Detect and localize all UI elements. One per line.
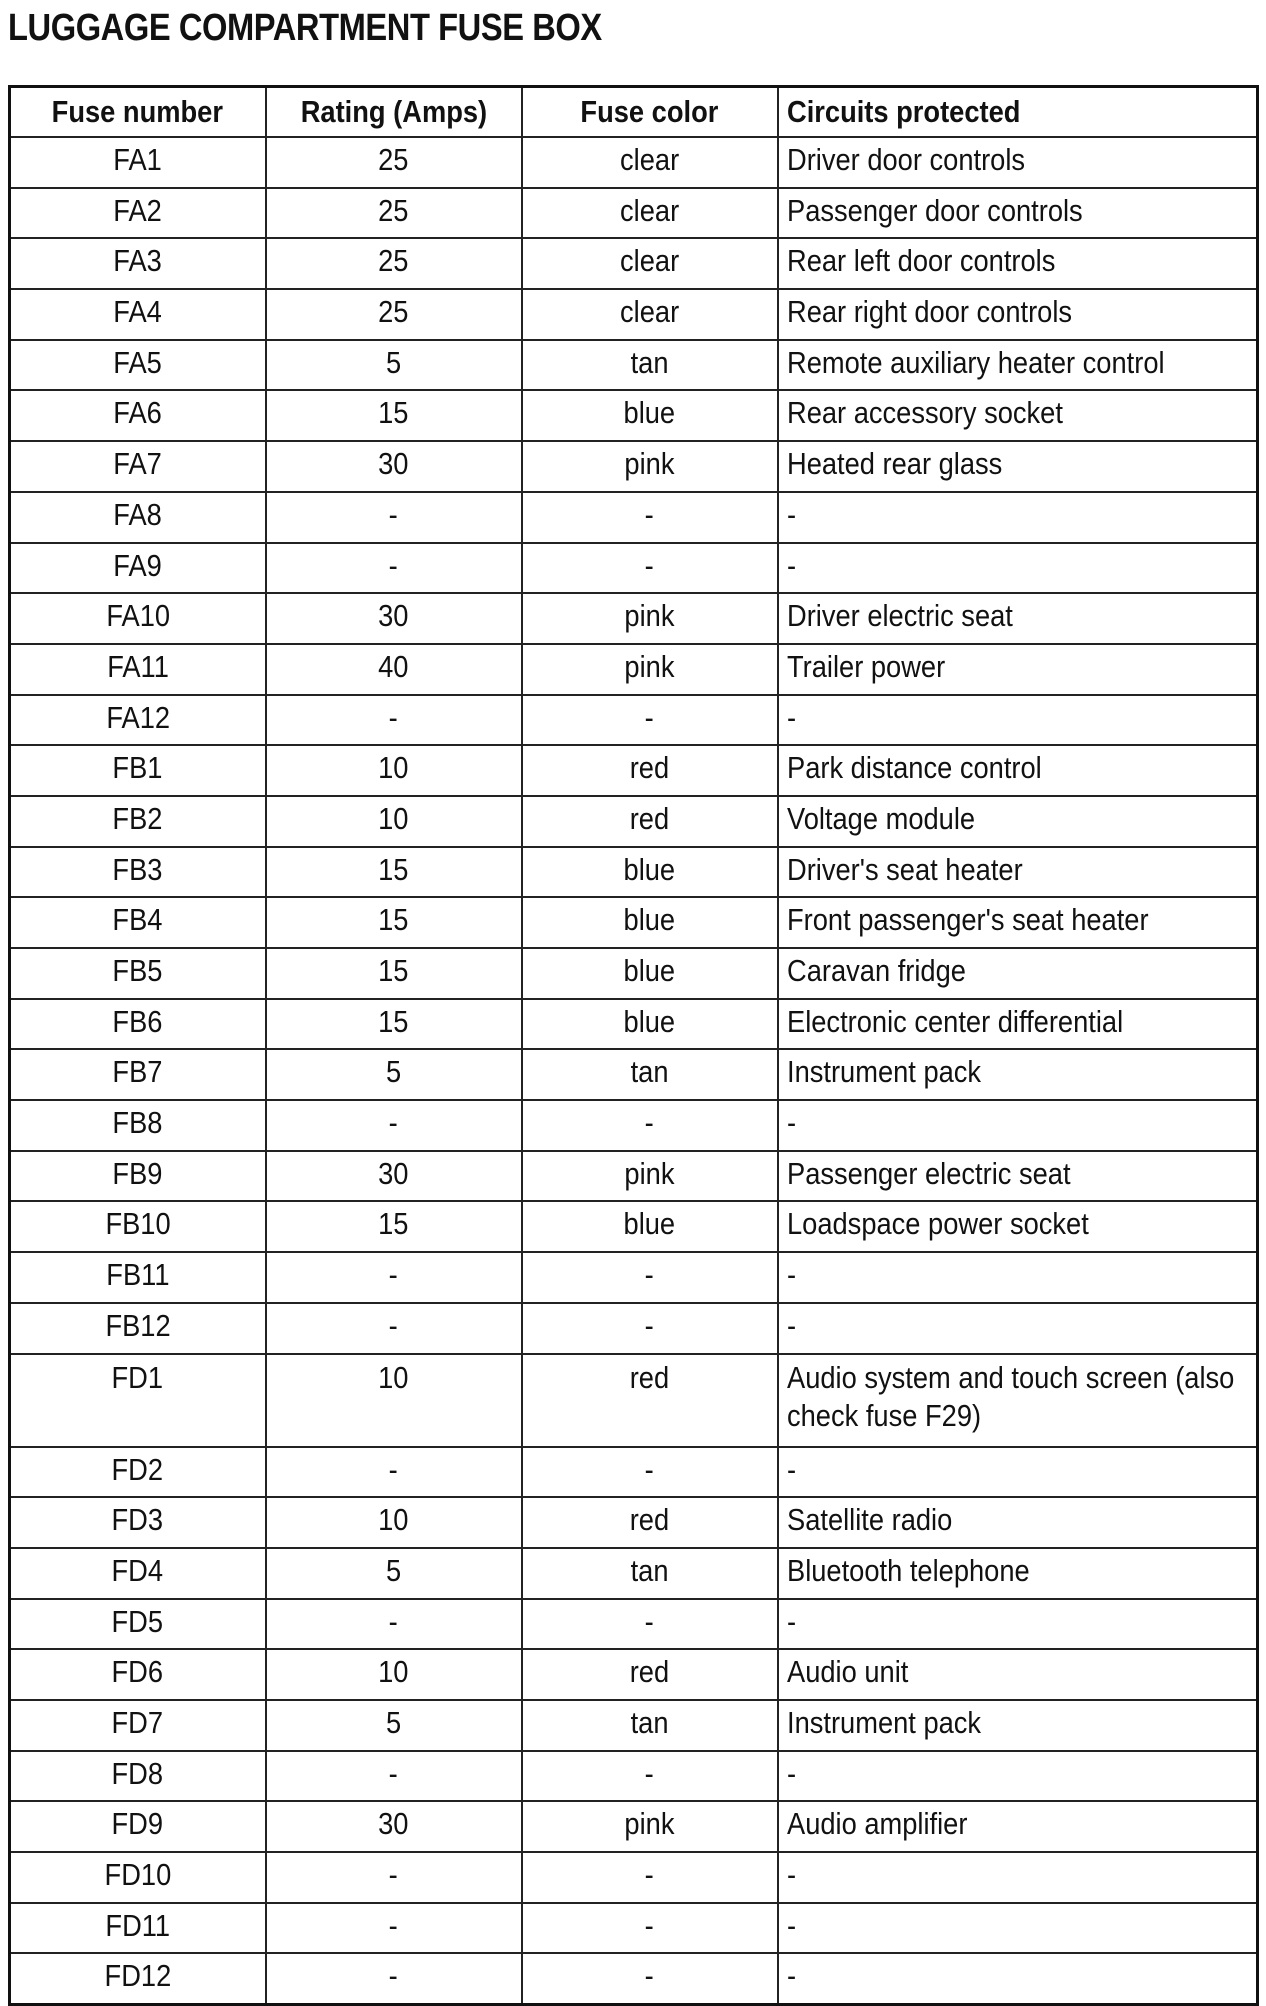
- rating-cell: 40: [266, 644, 522, 695]
- fuse-number-cell: FB11: [10, 1252, 266, 1303]
- rating-cell: 15: [266, 999, 522, 1050]
- circuit-cell: Rear right door controls: [778, 289, 1258, 340]
- table-row: [10, 1447, 1258, 1498]
- fuse-number-cell: FD1: [10, 1354, 266, 1447]
- fuse-number-cell: FD8: [10, 1751, 266, 1802]
- fuse-color-cell: -: [522, 1903, 778, 1954]
- table-row: [10, 1201, 1258, 1252]
- fuse-color-cell: blue: [522, 897, 778, 948]
- circuit-cell: -: [778, 492, 1258, 543]
- circuit-cell: -: [778, 1447, 1258, 1498]
- fuse-color-cell: clear: [522, 289, 778, 340]
- rating-cell: -: [266, 1303, 522, 1354]
- rating-cell: -: [266, 1903, 522, 1954]
- table-row: [10, 1497, 1258, 1548]
- circuit-cell: Front passenger's seat heater: [778, 897, 1258, 948]
- fuse-number-cell: FA4: [10, 289, 266, 340]
- table-row: [10, 1354, 1258, 1447]
- header-fuse-color: Fuse color: [522, 87, 778, 138]
- fuse-color-cell: -: [522, 492, 778, 543]
- table-row: [10, 1700, 1258, 1751]
- fuse-number-cell: FB3: [10, 847, 266, 898]
- circuit-cell: Remote auxiliary heater control: [778, 340, 1258, 391]
- circuit-cell: Passenger door controls: [778, 188, 1258, 239]
- fuse-color-cell: red: [522, 796, 778, 847]
- fuse-color-cell: pink: [522, 644, 778, 695]
- fuse-color-cell: pink: [522, 1801, 778, 1852]
- fuse-number-cell: FD5: [10, 1599, 266, 1650]
- circuit-cell: -: [778, 1852, 1258, 1903]
- fuse-color-cell: red: [522, 1649, 778, 1700]
- rating-cell: -: [266, 1953, 522, 2004]
- fuse-number-cell: FA8: [10, 492, 266, 543]
- fuse-table: [8, 85, 1259, 2006]
- circuit-cell: Rear accessory socket: [778, 390, 1258, 441]
- rating-cell: -: [266, 543, 522, 594]
- table-row: [10, 593, 1258, 644]
- circuit-cell: -: [778, 1599, 1258, 1650]
- table-row: [10, 999, 1258, 1050]
- table-row: [10, 1252, 1258, 1303]
- fuse-color-cell: clear: [522, 238, 778, 289]
- fuse-number-cell: FA9: [10, 543, 266, 594]
- table-row: [10, 644, 1258, 695]
- fuse-number-cell: FB4: [10, 897, 266, 948]
- header-fuse-number: Fuse number: [10, 87, 266, 138]
- fuse-number-cell: FB12: [10, 1303, 266, 1354]
- circuit-cell: Voltage module: [778, 796, 1258, 847]
- fuse-color-cell: tan: [522, 1049, 778, 1100]
- circuit-cell: Electronic center differential: [778, 999, 1258, 1050]
- circuit-cell: -: [778, 1953, 1258, 2004]
- rating-cell: 10: [266, 1354, 522, 1447]
- header-circuits: Circuits protected: [778, 87, 1258, 138]
- rating-cell: 10: [266, 745, 522, 796]
- circuit-cell: -: [778, 695, 1258, 746]
- circuit-cell: Park distance control: [778, 745, 1258, 796]
- table-row: [10, 948, 1258, 999]
- table-row: [10, 1751, 1258, 1802]
- fuse-color-cell: blue: [522, 1201, 778, 1252]
- rating-cell: 25: [266, 238, 522, 289]
- rating-cell: -: [266, 1599, 522, 1650]
- table-row: [10, 1100, 1258, 1151]
- circuit-cell: Audio system and touch screen (also check fuse F29): [778, 1354, 1258, 1447]
- rating-cell: 10: [266, 796, 522, 847]
- fuse-color-cell: -: [522, 1751, 778, 1802]
- table-row: [10, 1548, 1258, 1599]
- circuit-cell: Driver electric seat: [778, 593, 1258, 644]
- fuse-number-cell: FD7: [10, 1700, 266, 1751]
- table-row: [10, 137, 1258, 188]
- fuse-color-cell: pink: [522, 1151, 778, 1202]
- fuse-number-cell: FB10: [10, 1201, 266, 1252]
- fuse-color-cell: clear: [522, 137, 778, 188]
- rating-cell: 30: [266, 593, 522, 644]
- table-row: [10, 188, 1258, 239]
- table-row: [10, 441, 1258, 492]
- circuit-cell: Caravan fridge: [778, 948, 1258, 999]
- fuse-number-cell: FD11: [10, 1903, 266, 1954]
- circuit-cell: Bluetooth telephone: [778, 1548, 1258, 1599]
- rating-cell: 15: [266, 897, 522, 948]
- circuit-cell: Instrument pack: [778, 1049, 1258, 1100]
- table-row: [10, 1801, 1258, 1852]
- rating-cell: 15: [266, 948, 522, 999]
- table-row: [10, 289, 1258, 340]
- fuse-color-cell: -: [522, 1852, 778, 1903]
- circuit-cell: Audio amplifier: [778, 1801, 1258, 1852]
- table-row: [10, 1049, 1258, 1100]
- rating-cell: 25: [266, 289, 522, 340]
- fuse-color-cell: -: [522, 1303, 778, 1354]
- fuse-number-cell: FA1: [10, 137, 266, 188]
- fuse-color-cell: blue: [522, 390, 778, 441]
- rating-cell: -: [266, 1447, 522, 1498]
- fuse-number-cell: FD4: [10, 1548, 266, 1599]
- fuse-number-cell: FD2: [10, 1447, 266, 1498]
- fuse-number-cell: FA6: [10, 390, 266, 441]
- fuse-color-cell: -: [522, 1599, 778, 1650]
- fuse-color-cell: clear: [522, 188, 778, 239]
- fuse-number-cell: FB7: [10, 1049, 266, 1100]
- fuse-number-cell: FB5: [10, 948, 266, 999]
- fuse-number-cell: FA7: [10, 441, 266, 492]
- table-row: [10, 745, 1258, 796]
- fuse-color-cell: blue: [522, 948, 778, 999]
- circuit-cell: Satellite radio: [778, 1497, 1258, 1548]
- fuse-number-cell: FA10: [10, 593, 266, 644]
- fuse-color-cell: tan: [522, 1700, 778, 1751]
- fuse-number-cell: FD6: [10, 1649, 266, 1700]
- fuse-number-cell: FD10: [10, 1852, 266, 1903]
- fuse-color-cell: -: [522, 1100, 778, 1151]
- circuit-cell: Driver door controls: [778, 137, 1258, 188]
- fuse-color-cell: pink: [522, 441, 778, 492]
- table-row: [10, 1599, 1258, 1650]
- fuse-color-cell: -: [522, 543, 778, 594]
- rating-cell: 15: [266, 847, 522, 898]
- fuse-number-cell: FA5: [10, 340, 266, 391]
- rating-cell: 5: [266, 1548, 522, 1599]
- circuit-cell: Rear left door controls: [778, 238, 1258, 289]
- circuit-cell: -: [778, 1252, 1258, 1303]
- table-row: [10, 340, 1258, 391]
- circuit-cell: Loadspace power socket: [778, 1201, 1258, 1252]
- table-row: [10, 1303, 1258, 1354]
- circuit-cell: -: [778, 543, 1258, 594]
- circuit-cell: Passenger electric seat: [778, 1151, 1258, 1202]
- rating-cell: 15: [266, 390, 522, 441]
- fuse-color-cell: tan: [522, 1548, 778, 1599]
- fuse-color-cell: blue: [522, 847, 778, 898]
- rating-cell: 5: [266, 1049, 522, 1100]
- table-row: [10, 543, 1258, 594]
- rating-cell: 5: [266, 340, 522, 391]
- fuse-number-cell: FB9: [10, 1151, 266, 1202]
- table-row: [10, 492, 1258, 543]
- table-row: [10, 897, 1258, 948]
- fuse-number-cell: FB8: [10, 1100, 266, 1151]
- rating-cell: 30: [266, 441, 522, 492]
- rating-cell: -: [266, 492, 522, 543]
- rating-cell: -: [266, 1751, 522, 1802]
- fuse-number-cell: FB1: [10, 745, 266, 796]
- fuse-color-cell: -: [522, 1953, 778, 2004]
- table-header-row: [10, 87, 1258, 138]
- fuse-number-cell: FA2: [10, 188, 266, 239]
- fuse-color-cell: red: [522, 745, 778, 796]
- rating-cell: 10: [266, 1497, 522, 1548]
- fuse-color-cell: red: [522, 1354, 778, 1447]
- circuit-cell: -: [778, 1100, 1258, 1151]
- table-body: [10, 137, 1258, 2005]
- table-row: [10, 1903, 1258, 1954]
- rating-cell: -: [266, 695, 522, 746]
- circuit-cell: Trailer power: [778, 644, 1258, 695]
- rating-cell: -: [266, 1852, 522, 1903]
- fuse-number-cell: FB2: [10, 796, 266, 847]
- fuse-number-cell: FA11: [10, 644, 266, 695]
- fuse-color-cell: tan: [522, 340, 778, 391]
- table-row: [10, 1852, 1258, 1903]
- fuse-color-cell: pink: [522, 593, 778, 644]
- circuit-cell: -: [778, 1303, 1258, 1354]
- header-rating: Rating (Amps): [266, 87, 522, 138]
- rating-cell: -: [266, 1252, 522, 1303]
- rating-cell: 5: [266, 1700, 522, 1751]
- fuse-number-cell: FD12: [10, 1953, 266, 2004]
- rating-cell: 30: [266, 1801, 522, 1852]
- fuse-color-cell: -: [522, 1252, 778, 1303]
- circuit-cell: -: [778, 1751, 1258, 1802]
- circuit-cell: Driver's seat heater: [778, 847, 1258, 898]
- circuit-cell: Heated rear glass: [778, 441, 1258, 492]
- rating-cell: 25: [266, 137, 522, 188]
- rating-cell: 10: [266, 1649, 522, 1700]
- table-row: [10, 1649, 1258, 1700]
- circuit-cell: Instrument pack: [778, 1700, 1258, 1751]
- circuit-cell: Audio unit: [778, 1649, 1258, 1700]
- rating-cell: 25: [266, 188, 522, 239]
- table-row: [10, 847, 1258, 898]
- table-row: [10, 1151, 1258, 1202]
- fuse-color-cell: -: [522, 1447, 778, 1498]
- fuse-color-cell: blue: [522, 999, 778, 1050]
- fuse-number-cell: FD9: [10, 1801, 266, 1852]
- table-row: [10, 390, 1258, 441]
- page-title: LUGGAGE COMPARTMENT FUSE BOX: [8, 7, 602, 49]
- fuse-color-cell: -: [522, 695, 778, 746]
- fuse-number-cell: FB6: [10, 999, 266, 1050]
- table-row: [10, 1953, 1258, 2004]
- fuse-number-cell: FD3: [10, 1497, 266, 1548]
- fuse-number-cell: FA3: [10, 238, 266, 289]
- rating-cell: 30: [266, 1151, 522, 1202]
- fuse-number-cell: FA12: [10, 695, 266, 746]
- circuit-cell: -: [778, 1903, 1258, 1954]
- fuse-color-cell: red: [522, 1497, 778, 1548]
- rating-cell: 15: [266, 1201, 522, 1252]
- rating-cell: -: [266, 1100, 522, 1151]
- table-row: [10, 238, 1258, 289]
- table-row: [10, 695, 1258, 746]
- table-row: [10, 796, 1258, 847]
